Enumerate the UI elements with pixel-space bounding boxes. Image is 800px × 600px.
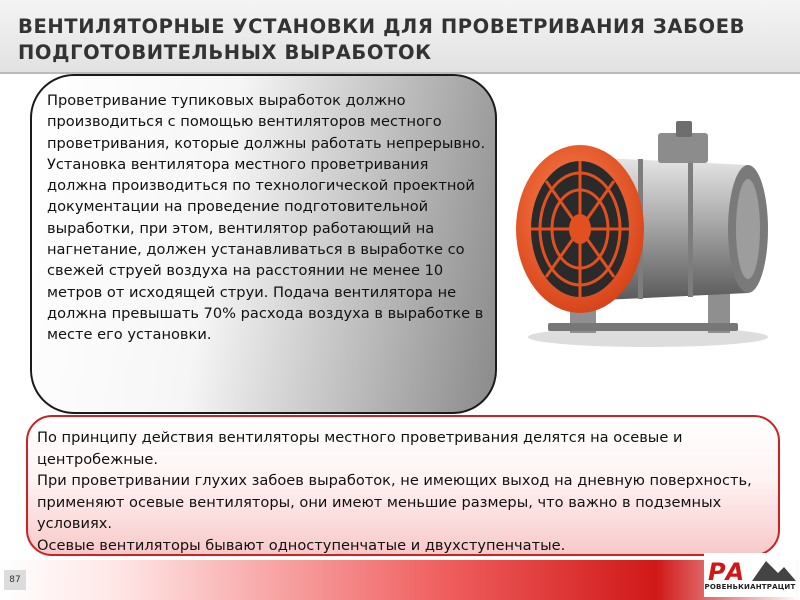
- summary-line-1: По принципу действия вентиляторы местного проветривания делятся на осевые и центробежные.: [37, 429, 683, 468]
- axial-fan-image: [508, 115, 790, 355]
- main-text: [47, 90, 487, 346]
- summary-text-box: [26, 415, 780, 556]
- footer-band: [0, 560, 800, 600]
- main-text-paragraph-2: Установка вентилятора местного проветривания должна производиться по технологической проектной документации на проведение подготовительной выработки, при этом, вентилятор работающий на нагнетание, должен устанавливаться в выработке со свежей струей воздуха на расстоянии не менее 10 метров от исходящей струи. Подача вентилятора не должна превышать 70% расхода воздуха в выработке в месте его установки.: [47, 155, 484, 344]
- summary-line-2: При проветривании глухих забоев выработок, не имеющих выход на дневную поверхность, применяют осевые вентиляторы, они имеют меньшие размеры, что важно в подземных условиях.: [37, 472, 752, 532]
- logo-mark: РА: [708, 558, 745, 586]
- main-text-paragraph-1: Проветривание тупиковых выработок должно производиться с помощью вентиляторов местного проветривания, которые должны работать непрерывно.: [47, 92, 486, 152]
- summary-text: [37, 427, 772, 556]
- main-text-box: [30, 74, 497, 414]
- slide-title: ВЕНТИЛЯТОРНЫЕ УСТАНОВКИ ДЛЯ ПРОВЕТРИВАНИЯ ЗАБОЕВ ПОДГОТОВИТЕЛЬНЫХ ВЫРАБОТОК: [18, 15, 746, 64]
- summary-line-3: Осевые вентиляторы бывают одноступенчатые и двухступенчатые.: [37, 536, 566, 554]
- logo-company-name: РОВЕНЬКИАНТРАЦИТ: [704, 583, 796, 591]
- page-number: 87: [4, 570, 26, 590]
